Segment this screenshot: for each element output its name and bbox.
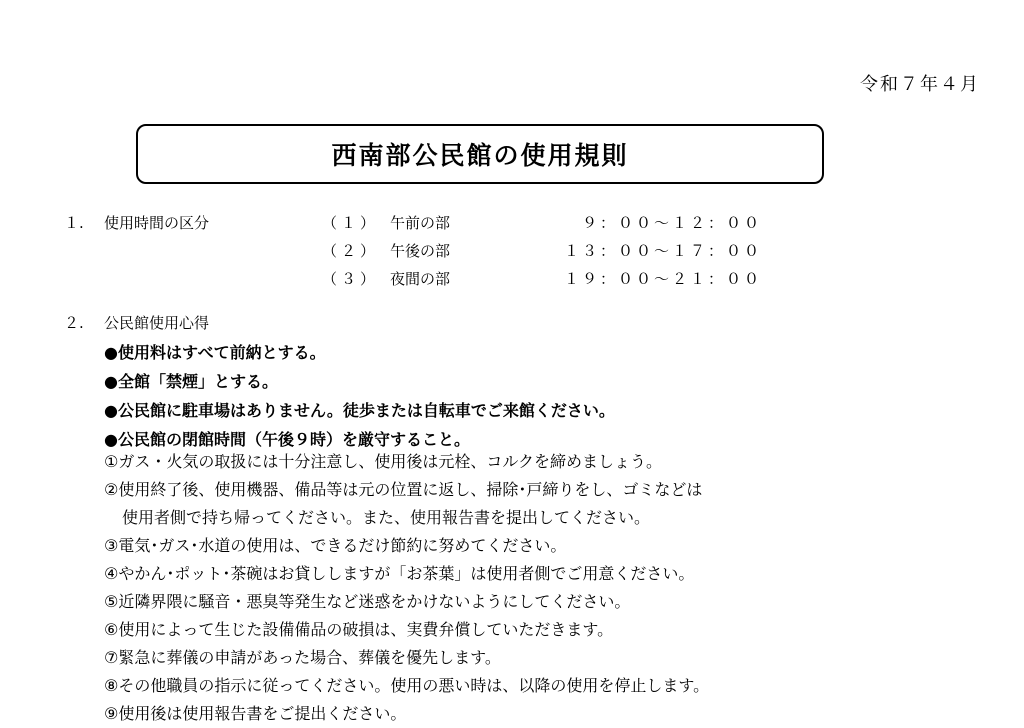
list-item: ●全館「禁煙」とする。 — [104, 372, 278, 391]
section-1-number: １. — [64, 214, 84, 232]
list-item: ③電気･ガス･水道の使用は、できるだけ節約に努めてください。 — [104, 536, 567, 555]
list-item: 使用者側で持ち帰ってください。また、使用報告書を提出してください。 — [122, 508, 651, 527]
list-item: ●使用料はすべて前納とする。 — [104, 343, 326, 362]
list-item: ⑨使用後は使用報告書をご提出ください。 — [104, 704, 407, 723]
time-slot-number: （３） — [322, 270, 380, 288]
section-2-number: ２. — [64, 314, 84, 332]
time-slot-time: ９：００～１２：００ — [581, 214, 762, 232]
time-slot-time: １３：００～１７：００ — [563, 242, 762, 260]
section-1-label: 使用時間の区分 — [104, 214, 210, 232]
list-item: ④やかん･ポット･茶碗はお貸ししますが「お茶葉」は使用者側でご用意ください。 — [104, 564, 695, 583]
bold-rules-list — [104, 338, 615, 454]
time-slot-name: 午後の部 — [390, 242, 451, 260]
time-slot-time: １９：００～２１：００ — [563, 270, 762, 288]
time-slot-morning — [322, 212, 762, 234]
list-item: ②使用終了後、使用機器、備品等は元の位置に返し、掃除･戸締りをし、ゴミなどは — [104, 480, 703, 499]
list-item: ⑧その他職員の指示に従ってください。使用の悪い時は、以降の使用を停止します。 — [104, 676, 710, 695]
title-box — [136, 124, 824, 184]
list-item: ●公民館の閉館時間（午後９時）を厳守すること。 — [104, 430, 470, 449]
list-item: ⑦緊急に葬儀の申請があった場合、葬儀を優先します。 — [104, 648, 501, 667]
document-date: 令和７年４月 — [860, 74, 980, 95]
numbered-rules-list — [104, 448, 709, 728]
page-title: 西南部公民館の使用規則 — [331, 141, 629, 170]
list-item: ●公民館に駐車場はありません。徒歩または自転車でご来館ください。 — [104, 401, 615, 420]
time-slot-number: （２） — [322, 242, 380, 260]
list-item: ⑥使用によって生じた設備備品の破損は、実費弁償していただきます。 — [104, 620, 614, 639]
time-slot-name: 夜間の部 — [390, 270, 451, 288]
section-2-label: 公民館使用心得 — [104, 314, 210, 332]
list-item: ①ガス・火気の取扱には十分注意し、使用後は元栓、コルクを締めましょう。 — [104, 452, 663, 471]
time-slot-evening — [322, 268, 762, 290]
time-slot-afternoon — [322, 240, 762, 262]
time-slot-name: 午前の部 — [390, 214, 451, 232]
list-item: ⑤近隣界隈に騒音・悪臭等発生など迷惑をかけないようにしてください。 — [104, 592, 631, 611]
time-slot-number: （１） — [322, 214, 380, 232]
